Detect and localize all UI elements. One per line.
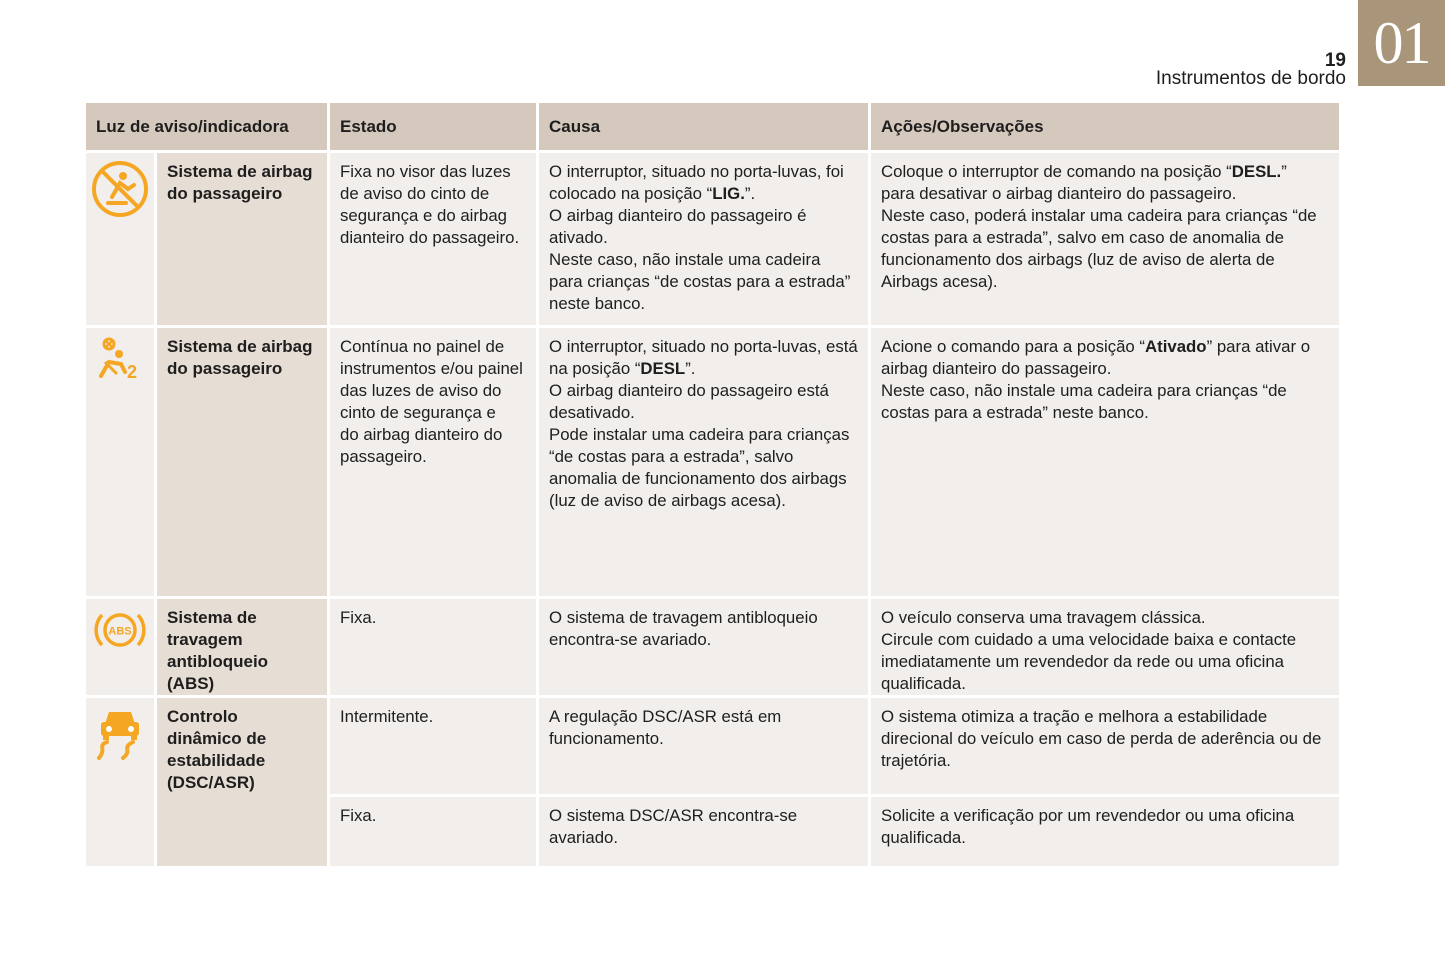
warning-lights-table bbox=[86, 103, 1333, 866]
warning-light-name: Controlo dinâmico de estabilidade (DSC/ASR) bbox=[157, 698, 327, 866]
warning-light-name: Sistema de travagem antibloqueio (ABS) bbox=[157, 599, 327, 695]
causa-text: ”. O airbag dianteiro do passageiro está desativado. Pode instalar uma cadeira para crianças “de costas para a estrada”, salvo anomalia de funcionamento dos airbags (luz de aviso de airbags acesa). bbox=[549, 359, 850, 510]
acoes-text: Coloque o interruptor de comando na posição “ bbox=[881, 162, 1232, 181]
acoes-bold: Ativado bbox=[1145, 337, 1207, 356]
acoes-text: ” para desativar o airbag dianteiro do passageiro. Neste caso, poderá instalar uma cadeira para crianças “de costas para a estrada”, salvo em caso de anomalia de funcionamento dos airbags (luz de aviso de alerta de Airbags acesa). bbox=[881, 162, 1317, 291]
causa-bold: DESL bbox=[640, 359, 686, 378]
estado-cell: Intermitente. bbox=[330, 698, 536, 794]
column-header: Estado bbox=[330, 103, 536, 150]
acoes-text: Acione o comando para a posição “ bbox=[881, 337, 1146, 356]
causa-text: O interruptor, situado no porta-luvas, está na posição “ bbox=[549, 337, 858, 378]
causa-text: ”. O airbag dianteiro do passageiro é ativado. Neste caso, não instale uma cadeira para crianças “de costas para a estrada” neste banco. bbox=[549, 184, 851, 313]
warning-light-name: Sistema de airbag do passageiro bbox=[157, 153, 327, 325]
causa-cell bbox=[539, 328, 868, 596]
column-header: Causa bbox=[539, 103, 868, 150]
section-title: Instrumentos de bordo bbox=[1155, 68, 1346, 89]
causa-bold: LIG. bbox=[712, 184, 745, 203]
warning-light-name: Sistema de airbag do passageiro bbox=[157, 328, 327, 596]
chapter-tab: 01 bbox=[1358, 0, 1445, 86]
abs-icon bbox=[86, 599, 154, 695]
passenger-airbag-off-icon bbox=[86, 153, 154, 325]
causa-cell: O sistema de travagem antibloqueio encontra-se avariado. bbox=[539, 599, 868, 695]
dsc-skid-icon bbox=[86, 698, 154, 866]
causa-cell: A regulação DSC/ASR está em funcionamento. bbox=[539, 698, 868, 794]
estado-cell: Fixa no visor das luzes de aviso do cinto de segurança e do airbag dianteiro do passageiro. bbox=[330, 153, 536, 325]
page-number: 19 bbox=[1324, 50, 1346, 71]
estado-cell: Fixa. bbox=[330, 599, 536, 695]
acoes-cell bbox=[871, 153, 1339, 325]
estado-cell: Fixa. bbox=[330, 797, 536, 866]
svg-text:2: 2 bbox=[127, 362, 138, 382]
estado-cell: Contínua no painel de instrumentos e/ou painel das luzes de aviso do cinto de segurança e do airbag dianteiro do passageiro. bbox=[330, 328, 536, 596]
acoes-cell: Solicite a verificação por um revendedor ou uma oficina qualificada. bbox=[871, 797, 1339, 866]
passenger-seatbelt-airbag-icon bbox=[86, 328, 154, 596]
acoes-text: ” para ativar o airbag dianteiro do passageiro. Neste caso, não instale uma cadeira para crianças “de costas para a estrada” neste banco. bbox=[881, 337, 1311, 422]
column-header: Luz de aviso/indicadora bbox=[86, 103, 327, 150]
acoes-cell bbox=[871, 328, 1339, 596]
acoes-cell: O veículo conserva uma travagem clássica. Circule com cuidado a uma velocidade baixa e contacte imediatamente um revendedor da rede ou uma oficina qualificada. bbox=[871, 599, 1339, 695]
causa-cell bbox=[539, 153, 868, 325]
acoes-cell: O sistema otimiza a tração e melhora a estabilidade direcional do veículo em caso de perda de aderência ou de trajetória. bbox=[871, 698, 1339, 794]
column-header: Ações/Observações bbox=[871, 103, 1339, 150]
acoes-bold: DESL. bbox=[1231, 162, 1282, 181]
causa-text: O interruptor, situado no porta-luvas, foi colocado na posição “ bbox=[549, 162, 844, 203]
causa-cell: O sistema DSC/ASR encontra-se avariado. bbox=[539, 797, 868, 866]
abs-icon-label: ABS bbox=[108, 625, 132, 638]
